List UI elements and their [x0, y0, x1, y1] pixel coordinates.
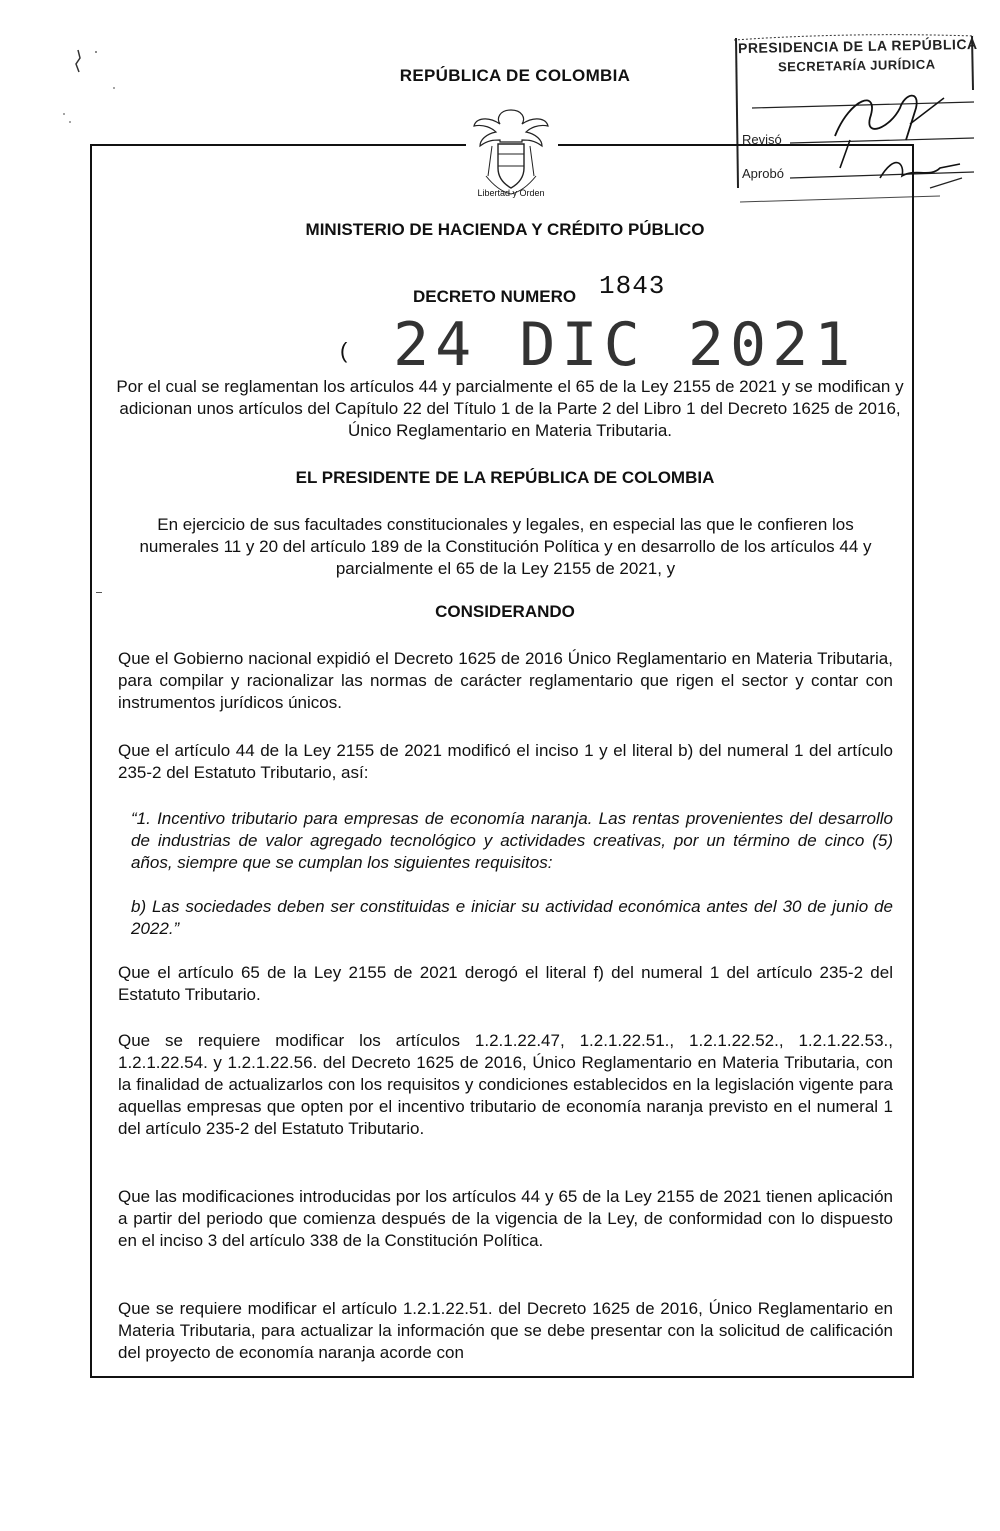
exercise-text: En ejercicio de sus facultades constitucionales y legales, en especial las que le confieren los numerales 11 y 20 del artículo 189 de la Constitución Política y en desarrollo de los artículos 44 y parcialmente el 65 de la Ley 2155 de 2021, y [139, 515, 872, 578]
quoted-paragraph: “1. Incentivo tributario para empresas de economía naranja. Las rentas provenientes del desarrollo de industrias de valor agregado tecnológico y actividades creativas, por un término de cinco (5) años, siempre que se cumplan los siguientes requisitos: [131, 809, 893, 872]
country-heading: REPÚBLICA DE COLOMBIA [399, 66, 631, 85]
decree-label: DECRETO NUMERO [413, 287, 577, 306]
paragraph: Que el Gobierno nacional expidió el Decreto 1625 de 2016 Único Reglamentario en Materia Tributaria, para compilar y racionalizar las normas de carácter reglamentario que rigen el sector y contar con instrumentos jurídicos únicos. [118, 649, 893, 712]
date-stamp: 24 DIC 2021 [393, 310, 857, 380]
ministry-heading: MINISTERIO DE HACIENDA Y CRÉDITO PÚBLICO [305, 220, 705, 239]
decree-number: 1843 [599, 271, 666, 301]
considering-heading: CONSIDERANDO [435, 602, 575, 621]
reviewed-label: Revisó [742, 132, 782, 147]
review-stamp-subtitle: SECRETARÍA JURÍDICA [777, 56, 936, 75]
paragraph: Que el artículo 65 de la Ley 2155 de 2021 derogó el literal f) del numeral 1 del artículo 235-2 del Estatuto Tributario. [118, 963, 893, 1004]
paragraph: Que se requiere modificar los artículos 1.2.1.22.47, 1.2.1.22.51., 1.2.1.22.52., 1.2.1.22.53., 1.2.1.22.54. y 1.2.1.22.56. del Decreto 1625 de 2016, Único Reglamentario en Materia Tributaria, con la finalidad de actualizarlos con los requisitos y condiciones establecidos en la legislación vigente para aquellas empresas que opten por el incentivo tributario de economía naranja previsto en el numeral 1 del artículo 235-2 del Estatuto Tributario. [118, 1031, 893, 1138]
decree-subject: Por el cual se reglamentan los artículos 44 y parcialmente el 65 de la Ley 2155 de 2021 y se modifican y adicionan unos artículos del Capítulo 22 del Título 1 de la Parte 2 del Libro 1 del Decreto 1625 de 2016, Único Reglamentario en Materia Tributaria. [116, 377, 904, 440]
approved-label: Aprobó [742, 166, 784, 181]
quoted-paragraph: b) Las sociedades deben ser constituidas e iniciar su actividad económica antes del 30 de junio de 2022.” [131, 897, 893, 938]
president-heading: EL PRESIDENTE DE LA REPÚBLICA DE COLOMBIA [295, 468, 715, 487]
date-open-paren: ( [340, 338, 348, 363]
coat-of-arms-icon [470, 106, 552, 198]
paragraph: Que se requiere modificar el artículo 1.2.1.22.51. del Decreto 1625 de 2016, Único Reglamentario en Materia Tributaria, para actualizar la información que se debe presentar con la solicitud de calificación del proyecto de economía naranja acorde con [118, 1299, 893, 1362]
paragraph: Que las modificaciones introducidas por los artículos 44 y 65 de la Ley 2155 de 2021 tienen aplicación a partir del periodo que comienza después de la vigencia de la Ley, de conformidad con lo dispuesto en el inciso 3 del artículo 338 de la Constitución Política. [118, 1187, 893, 1250]
margin-mark [96, 592, 102, 593]
review-stamp-title: PRESIDENCIA DE LA REPÚBLICA [737, 35, 978, 57]
motto: Libertad y Orden [477, 188, 545, 198]
paragraph: Que el artículo 44 de la Ley 2155 de 2021 modificó el inciso 1 y el literal b) del numeral 1 del artículo 235-2 del Estatuto Tributario, así: [118, 741, 893, 782]
